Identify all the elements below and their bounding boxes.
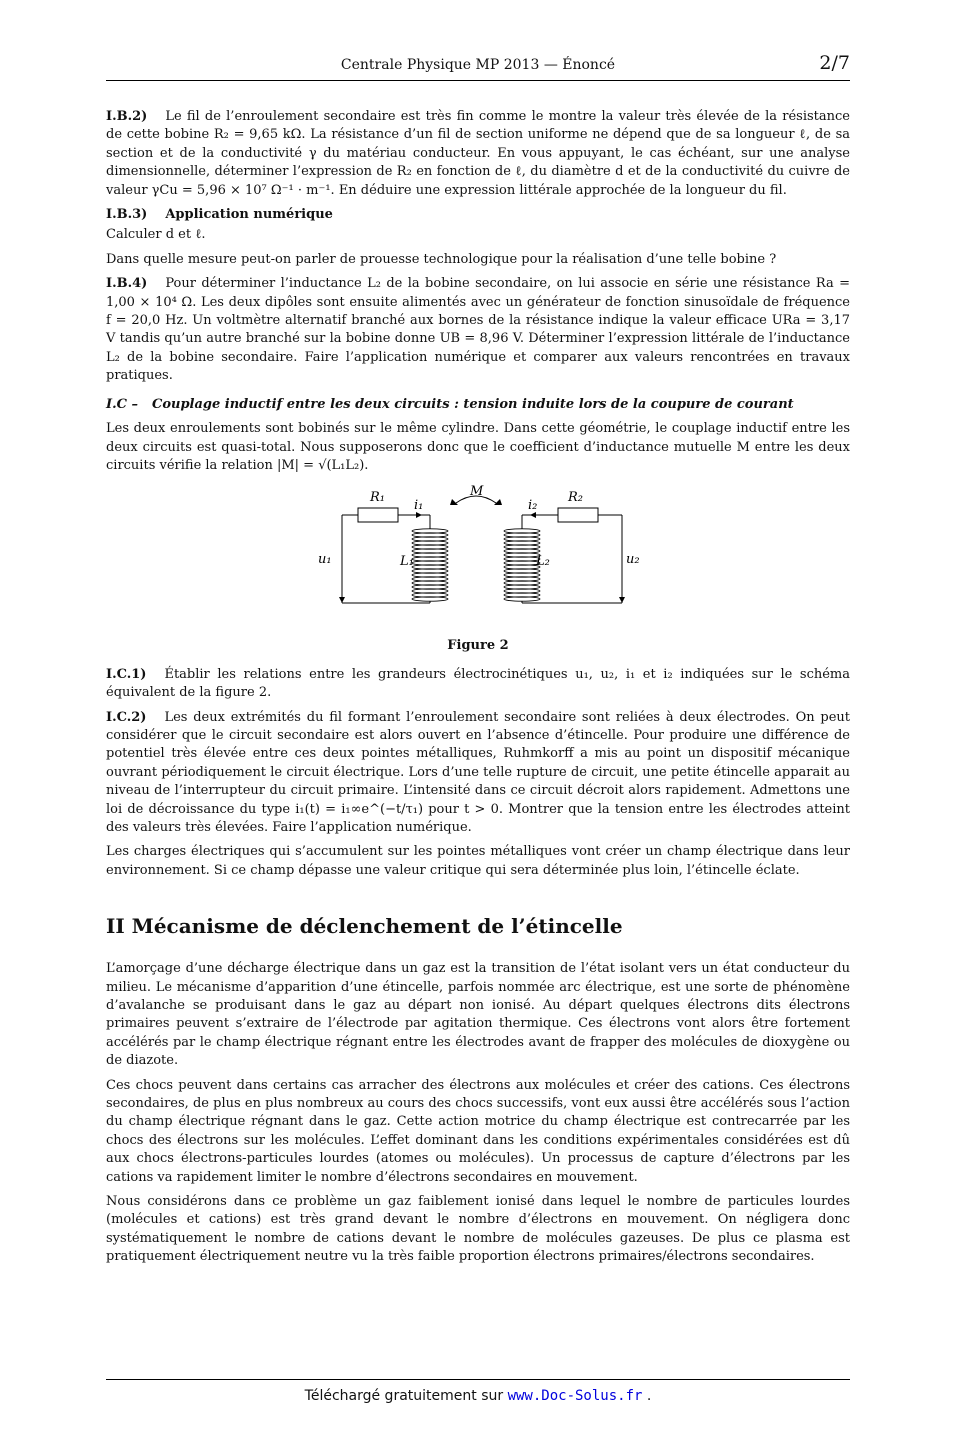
coil-l2: [504, 529, 540, 601]
question-ib4: [106, 275, 850, 385]
section-2-paragraph-1: L’amorçage d’une décharge électrique dans un gaz est la transition de l’état isolant vers un état conducteur du milieu. Le mécanisme d’apparition d’une étincelle, parfois nommée arc électrique, est une sorte de phénomène d’avalanche se produisant dans le gaz au départ non ionisé. Au départ quelques électrons dits électrons primaires peuvent s’extraire de l’électrode par agitation thermique. Ces électrons vont alors être fortement accélérés par le champ électrique régnant entre les électrodes avant de frapper des molécules de dioxygène ou de diazote.: [106, 961, 850, 1069]
label-u1: u₁: [318, 552, 332, 568]
question-ic1: [106, 666, 850, 703]
question-label: I.B.4): [106, 276, 148, 292]
question-text: Pour déterminer l’inductance L₂ de la bobine secondaire, on lui associe en série une résistance Ra = 1,00 × 10⁴ Ω. Les deux dipôles sont ensuite alimentés avec un générateur de fonction sinusoïdale de fréquence f = 20,0 Hz. Un voltmètre alternatif branché aux bornes de la résistance indique la valeur efficace URa = 3,17 V tandis qu’un autre branché sur la bobine donne UB = 8,96 V. Déterminer l’expression littérale de l’inductance L₂ de la bobine secondaire. Faire l’application numérique et comparer aux valeurs rencontrées en travaux pratiques.: [106, 276, 850, 384]
label-l1: L₁: [400, 554, 414, 570]
footer-prefix: Téléchargé gratuitement sur: [304, 1388, 504, 1404]
question-text: Les deux extrémités du fil formant l’enroulement secondaire sont reliées à deux électrodes. On peut considérer que le circuit secondaire est alors ouvert en l’absence d’étincelle. Pour produire une différence de potentiel très élevée entre ces deux pointes métalliques, Ruhmkorff a mis au point un dispositif mécanique ouvrant périodiquement le circuit électrique. Lors d’une telle rupture de circuit, une petite étincelle apparait au niveau de l’interrupteur du circuit primaire. L’intensité dans ce circuit décroit alors rapidement. Admettons une loi de décroissance du type i₁(t) = i₁∞e^(−t/τ₁) pour t > 0. Montrer que la tension entre les électrodes atteint des valeurs très élevées. Faire l’application numérique.: [106, 709, 850, 835]
label-r2: R₂: [568, 490, 583, 506]
question-label: I.B.3): [106, 207, 148, 223]
resistor-r1: [358, 508, 398, 522]
ib3-line2: Dans quelle mesure peut-on parler de prouesse technologique pour la réalisation d’une telle bobine ?: [106, 251, 777, 267]
circuit-diagram: [296, 485, 656, 635]
ib3-line1: Calculer d et ℓ.: [106, 227, 206, 243]
section-2-paragraph-2: Ces chocs peuvent dans certains cas arracher des électrons aux molécules et créer des cations. Ces électrons secondaires, de plus en plus nombreux au cours des chocs successifs, vont eux aussi être accélérés sous l’action du champ électrique régnant dans le gaz. Cette action motrice du champ électrique est contrecarrée par les chocs des électrons sur les molécules. L’effet dominant dans les conditions expérimentales considérées est dû aux chocs électrons-particules lourdes (atomes ou molécules). Un processus de capture d’électrons par les cations va rapidement limiter le nombre d’électrons secondaires en mouvement.: [106, 1077, 850, 1185]
question-ic2: [106, 709, 850, 838]
page-header: [106, 52, 850, 81]
question-ib3: [106, 206, 850, 224]
figure-2: [106, 485, 850, 635]
question-label: I.B.2): [106, 109, 148, 124]
section-2-title: II Mécanisme de déclenchement de l’étincelle: [106, 914, 623, 939]
section-number: I.C –: [106, 396, 138, 412]
footer-suffix: .: [646, 1388, 652, 1404]
section-ic-heading: [106, 396, 850, 414]
main-content: [106, 108, 850, 1273]
section-title: Couplage inductif entre les deux circuits : tension induite lors de la coupure de courant: [151, 396, 794, 412]
page-number: 2/7: [819, 52, 850, 74]
label-i1: i₁: [414, 498, 424, 514]
label-m: M: [470, 485, 484, 500]
figure-caption: Figure 2: [447, 638, 509, 654]
label-r1: R₁: [370, 490, 385, 506]
footer-link[interactable]: www.Doc-Solus.fr: [507, 1388, 643, 1404]
question-text: Le fil de l’enroulement secondaire est très fin comme le montre la valeur très élevée de la résistance de cette bobine R₂ = 9,65 kΩ. La résistance d’un fil de section uniforme ne dépend que de sa longueur ℓ, de sa section et de la conductivité γ du matériau conducteur. En vous appuyant, le cas échéant, sur une analyse dimensionnelle, déterminer l’expression de R₂ en fonction de ℓ, du diamètre d et de la conductivité du cuivre de valeur γCu = 5,96 × 10⁷ Ω⁻¹ · m⁻¹. En déduire une expression littérale approchée de la longueur du fil.: [106, 109, 850, 198]
label-l2: L₂: [536, 554, 550, 570]
label-i2: i₂: [528, 498, 538, 514]
question-label: I.C.2): [106, 709, 147, 725]
header-title: Centrale Physique MP 2013 — Énoncé: [340, 57, 616, 73]
question-label: I.C.1): [106, 666, 147, 682]
ic2-text2: Les charges électriques qui s’accumulent sur les pointes métalliques vont créer un champ électrique dans leur environnement. Si ce champ dépasse une valeur critique qui sera déterminée plus loin, l’étincelle éclate.: [106, 844, 850, 878]
resistor-r2: [558, 508, 598, 522]
coil-l1: [412, 529, 448, 601]
section-2-paragraph-3: Nous considérons dans ce problème un gaz faiblement ionisé dans lequel le nombre de particules lourdes (molécules et cations) est très grand devant le nombre d’électrons en mouvement. On négligera donc systématiquement le nombre de cations devant le nombre de molécules gazeuses. De plus ce plasma est pratiquement électriquement neutre vu la très faible proportion électrons primaires/électrons secondaires.: [106, 1194, 850, 1265]
page-footer: [106, 1379, 850, 1404]
footer-text: [106, 1380, 850, 1404]
section-ic-text: Les deux enroulements sont bobinés sur le même cylindre. Dans cette géométrie, le couplage inductif entre les deux circuits est quasi-total. Nous supposerons donc que le coefficient d’inductance mutuelle M entre les deux circuits vérifie la relation |M| = √(L₁L₂).: [106, 421, 850, 473]
question-ib2: [106, 108, 850, 200]
question-text: Établir les relations entre les grandeurs électrocinétiques u₁, u₂, i₁ et i₂ indiquées sur le schéma équivalent de la figure 2.: [106, 666, 850, 701]
question-title: Application numérique: [165, 207, 333, 223]
label-u2: u₂: [626, 552, 640, 568]
